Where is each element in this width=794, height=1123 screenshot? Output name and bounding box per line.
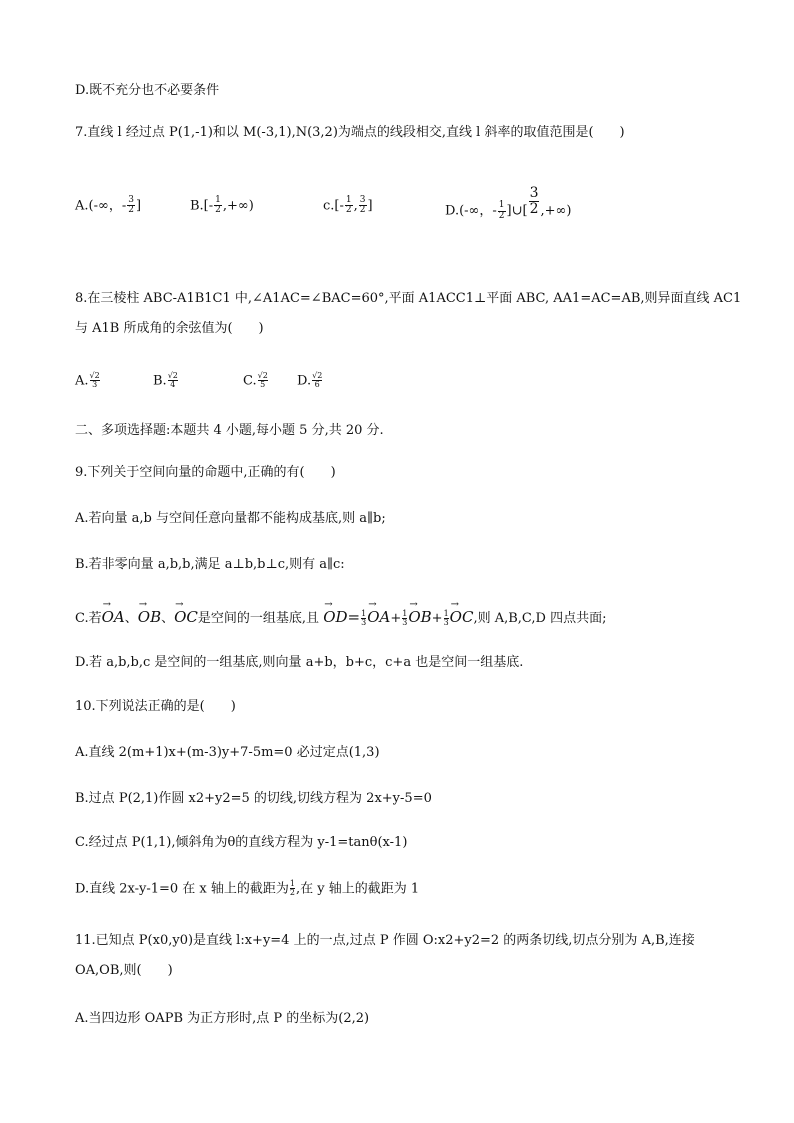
q7-option-c — [323, 196, 373, 216]
numerator: √2 — [89, 371, 100, 380]
fraction — [127, 196, 135, 216]
q9-option-c-prefix: C.若 — [75, 611, 102, 626]
separator: 、 — [161, 611, 175, 626]
q11-option-a: A.当四边形 OAPB 为正方形时,点 P 的坐标为(2,2) — [75, 1011, 370, 1026]
q10-option-d-suffix: ,在 y 轴上的截距为 1 — [296, 881, 420, 897]
fraction — [498, 201, 506, 221]
denominator: 3 — [402, 618, 408, 627]
vector-ob: → OB — [408, 606, 431, 625]
fraction — [258, 372, 268, 390]
q10-option-b: B.过点 P(2,1)作圆 x2+y2=5 的切线,切线方程为 2x+y-5=0 — [75, 791, 432, 806]
numerator: √2 — [312, 371, 323, 380]
denominator: 3 — [443, 618, 449, 627]
q10-option-d-prefix: D.直线 2x-y-1=0 在 x 轴上的截距为 — [75, 881, 289, 897]
fraction — [290, 880, 295, 898]
separator: ]∪[ — [506, 203, 528, 219]
q7-option-a — [75, 196, 141, 216]
fraction — [359, 196, 367, 216]
q9-option-a: A.若向量 a,b 与空间任意向量都不能构成基底,则 a∥b; — [75, 511, 386, 526]
equals-sign: = — [347, 608, 361, 626]
denominator: 2 — [289, 888, 295, 898]
q6-option-d: D.既不充分也不必要条件 — [75, 83, 220, 98]
q7-stem: 7.直线 l 经过点 P(1,-1)和以 M(-3,1),N(3,2)为端点的线段相交,直线 l 斜率的取值范围是( ) — [75, 125, 625, 140]
vector-oa: → OA — [367, 606, 390, 625]
q10-option-a: A.直线 2(m+1)x+(m-3)y+7-5m=0 必过定点(1,3) — [75, 745, 380, 760]
numerator: 3 — [128, 195, 134, 205]
fraction — [345, 196, 353, 216]
q11-stem-line1: 11.已知点 P(x0,y0)是直线 l:x+y=4 上的一点,过点 P 作圆 O:x2+y2=2 的两条切线,切点分别为 A,B,连接 — [75, 933, 695, 948]
q10-option-d — [75, 880, 419, 898]
q7-option-a-suffix: ] — [135, 198, 142, 214]
fraction — [168, 372, 178, 390]
q9-option-c — [75, 606, 606, 627]
numerator: 1 — [361, 608, 367, 618]
fraction — [312, 372, 322, 390]
coefficient — [361, 610, 366, 628]
option-label: A. — [75, 373, 89, 389]
coefficient — [402, 610, 407, 628]
numerator: 1 — [443, 608, 449, 618]
q8-option-a — [75, 372, 101, 390]
denominator: 3 — [361, 618, 367, 627]
plus-sign: + — [431, 611, 443, 626]
q7-option-d — [445, 185, 572, 226]
q8-option-b — [153, 372, 179, 390]
denominator: 2 — [215, 205, 221, 216]
q8-stem-line2: 与 A1B 所成角的余弦值为( ) — [75, 321, 264, 336]
separator: 、 — [124, 611, 138, 626]
option-label: B. — [153, 373, 167, 389]
fraction-large — [529, 186, 540, 216]
q9-option-d: D.若 a,b,b,c 是空间的一组基底,则向量 a+b，b+c，c+a 也是空间一组基底. — [75, 655, 524, 670]
q10-option-c: C.经过点 P(1,1),倾斜角为θ的直线方程为 y-1=tanθ(x-1) — [75, 835, 408, 850]
denominator: 5 — [260, 380, 266, 390]
denominator: 2 — [498, 210, 505, 221]
numerator: 1 — [402, 608, 408, 618]
numerator: 1 — [345, 195, 352, 205]
plus-sign: + — [390, 611, 402, 626]
q7-option-b-suffix: ,+∞) — [222, 198, 254, 214]
vector-od: → OD — [323, 606, 347, 625]
numerator: 1 — [289, 879, 295, 888]
section-heading: 二、多项选择题:本题共 4 小题,每小题 5 分,共 20 分. — [75, 423, 384, 438]
q7-option-b — [190, 196, 254, 216]
denominator: 2 — [345, 205, 352, 216]
q8-option-d — [297, 372, 323, 390]
q10-stem: 10.下列说法正确的是( ) — [75, 699, 236, 714]
q7-option-c-prefix: c.[- — [323, 198, 344, 214]
numerator: 3 — [359, 195, 366, 205]
numerator: 3 — [529, 185, 539, 201]
q11-stem-line2: OA,OB,则( ) — [75, 963, 173, 978]
q7-option-b-prefix: B.[- — [190, 198, 214, 214]
coefficient — [444, 610, 449, 628]
denominator: 2 — [128, 205, 134, 216]
q8-stem-line1: 8.在三棱柱 ABC-A1B1C1 中,∠A1AC=∠BAC=60°,平面 A1ACC1⊥平面 ABC, AA1=AC=AB,则异面直线 AC1 — [75, 291, 742, 306]
separator: , — [353, 198, 358, 214]
vector-oc: → OC — [174, 606, 198, 625]
q9-option-c-middle: 是空间的一组基底,且 — [197, 611, 320, 626]
q7-option-a-prefix: A.(-∞，- — [75, 198, 127, 214]
q7-option-d-prefix: D.(-∞，- — [445, 203, 497, 219]
numerator: 1 — [498, 200, 505, 211]
vector-ob: → OB — [138, 606, 161, 625]
fraction — [90, 372, 100, 390]
vector-oc: → OC — [450, 606, 474, 625]
numerator: √2 — [257, 371, 268, 380]
q7-option-c-suffix: ] — [367, 198, 373, 214]
vector-oa: → OA — [102, 606, 125, 625]
denominator: 3 — [92, 380, 98, 390]
q8-option-c — [243, 372, 269, 390]
q9-stem: 9.下列关于空间向量的命题中,正确的有( ) — [75, 465, 336, 480]
numerator: √2 — [167, 371, 178, 380]
denominator: 4 — [170, 380, 176, 390]
denominator: 2 — [529, 200, 539, 217]
q9-option-b: B.若非零向量 a,b,b,满足 a⊥b,b⊥c,则有 a∥c: — [75, 557, 345, 572]
denominator: 2 — [359, 205, 366, 216]
option-label: D. — [297, 373, 312, 389]
numerator: 1 — [215, 195, 221, 205]
q9-option-c-suffix: ,则 A,B,C,D 四点共面; — [473, 611, 607, 626]
option-label: C. — [243, 373, 257, 389]
q7-option-d-suffix: ,+∞) — [540, 203, 572, 219]
denominator: 6 — [314, 380, 320, 390]
fraction — [214, 196, 222, 216]
